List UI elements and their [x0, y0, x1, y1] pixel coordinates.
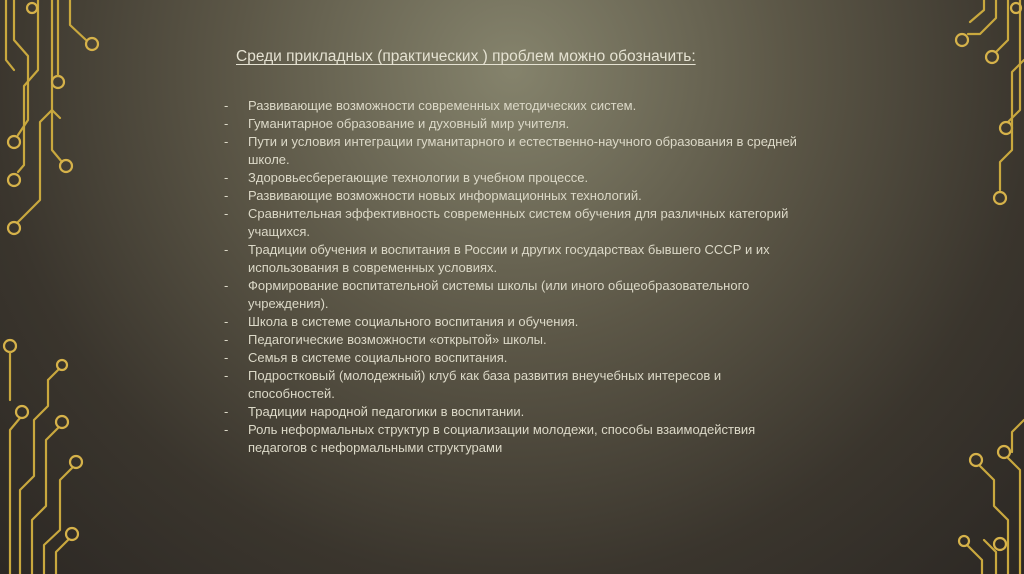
list-item	[222, 241, 802, 277]
list-item	[222, 367, 802, 403]
left-top-circuit	[6, 0, 98, 234]
bullet-dash: -	[224, 134, 229, 149]
list-item	[222, 277, 802, 313]
problem-list	[222, 97, 802, 457]
list-item-text: Гуманитарное образование и духовный мир учителя.	[248, 116, 570, 131]
bullet-dash: -	[224, 188, 229, 203]
list-item	[222, 97, 802, 115]
left-bottom-circuit	[4, 340, 82, 574]
bullet-dash: -	[224, 116, 229, 131]
bullet-dash: -	[224, 98, 229, 113]
list-item-text: Развивающие возможности новых информационных технологий.	[248, 188, 642, 203]
list-item	[222, 403, 802, 421]
slide-title: Среди прикладных (практических ) проблем можно обозначить:	[236, 48, 696, 65]
list-item	[222, 331, 802, 349]
bullet-dash: -	[224, 332, 229, 347]
list-item-text: Семья в системе социального воспитания.	[248, 350, 508, 365]
bullet-dash: -	[224, 404, 229, 419]
list-item-text: Традиции обучения и воспитания в России и других государствах бывшего СССР и их использования в современных условиях.	[248, 242, 770, 275]
bullet-dash: -	[224, 242, 229, 257]
bullet-dash: -	[224, 350, 229, 365]
list-item	[222, 349, 802, 367]
bullet-dash: -	[224, 206, 229, 221]
right-bottom-circuit	[959, 420, 1024, 574]
list-item	[222, 133, 802, 169]
list-item	[222, 187, 802, 205]
list-item-text: Сравнительная эффективность современных систем обучения для различных категорий учащихся.	[248, 206, 789, 239]
list-item	[222, 115, 802, 133]
list-item-text: Подростковый (молодежный) клуб как база развития внеучебных интересов и способностей.	[248, 368, 722, 401]
bullet-dash: -	[224, 170, 229, 185]
bullet-dash: -	[224, 314, 229, 329]
list-item-text: Пути и условия интеграции гуманитарного и естественно-научного образования в средней школе.	[248, 134, 797, 167]
list-item	[222, 421, 802, 457]
list-item	[222, 205, 802, 241]
list-item-text: Педагогические возможности «открытой» школы.	[248, 332, 547, 347]
list-item-text: Формирование воспитательной системы школы (или иного общеобразовательного учреждения).	[248, 278, 750, 311]
list-item	[222, 169, 802, 187]
bullet-dash: -	[224, 278, 229, 293]
bullet-dash: -	[224, 368, 229, 383]
list-item-text: Здоровьесберегающие технологии в учебном процессе.	[248, 170, 589, 185]
right-top-circuit	[956, 0, 1024, 204]
list-item-text: Роль неформальных структур в социализации молодежи, способы взаимодействия педагогов с неформальными структурами	[248, 422, 756, 455]
list-item-text: Развивающие возможности современных методических систем.	[248, 98, 637, 113]
list-item-text: Традиции народной педагогики в воспитании.	[248, 404, 525, 419]
list-item-text: Школа в системе социального воспитания и обучения.	[248, 314, 579, 329]
list-item	[222, 313, 802, 331]
bullet-dash: -	[224, 422, 229, 437]
